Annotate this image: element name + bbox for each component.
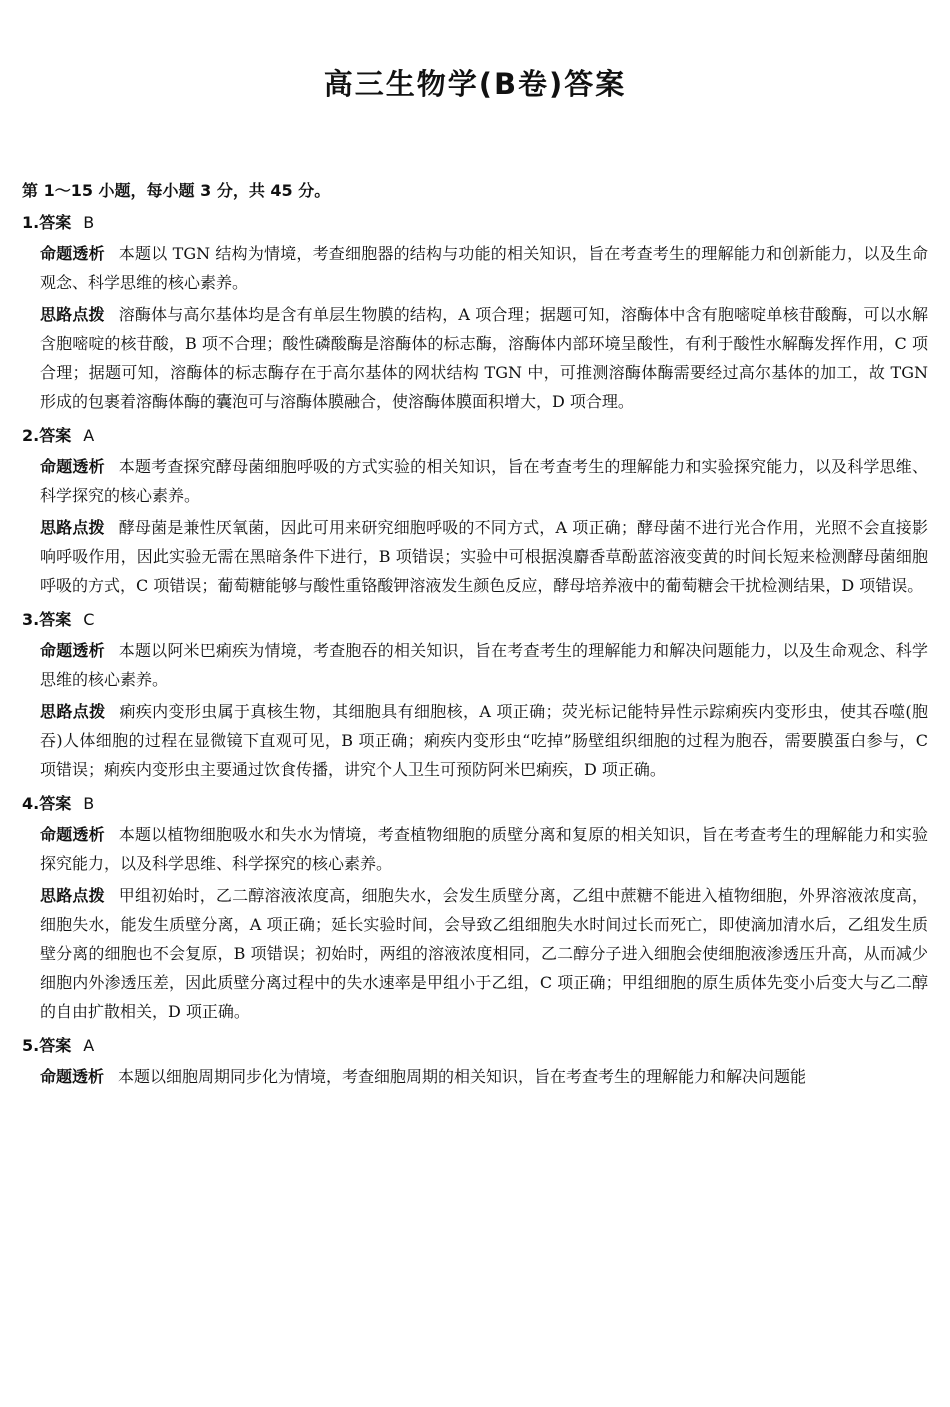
hint-text: 痢疾内变形虫属于真核生物，其细胞具有细胞核，A 项正确；荧光标记能特异性示踪痢疾内变形虫，使其吞噬(胞吞)人体细胞的过程在显微镜下直观可见，B 项正确；痢疾内变形虫“吃掉”肠壁组织细胞的过程为胞吞，需要膜蛋白参与，C 项错误；痢疾内变形虫主要通过饮食传播，讲究个人卫生可预防阿米巴痢疾，D 项正确。: [40, 702, 928, 779]
answer-value: B: [83, 794, 95, 813]
answer-label: 答案: [39, 794, 72, 813]
purpose-text: 本题以细胞周期同步化为情境，考查细胞周期的相关知识，旨在考查考生的理解能力和解决问题能: [118, 1067, 807, 1086]
question-number: 1.: [22, 213, 40, 232]
answer-label: 答案: [39, 610, 72, 629]
purpose-text: 本题以阿米巴痢疾为情境，考查胞吞的相关知识，旨在考查考生的理解能力和解决问题能力，以及生命观念、科学思维的核心素养。: [40, 641, 928, 689]
purpose-label: 命题透析: [40, 641, 105, 660]
hint-paragraph: [40, 881, 928, 1026]
page-title: 高三生物学(B卷)答案: [323, 67, 627, 101]
hint-label: 思路点拨: [40, 518, 105, 537]
question-5: [22, 1032, 928, 1091]
purpose-text: 本题以 TGN 结构为情境，考查细胞器的结构与功能的相关知识，旨在考查考生的理解能力和创新能力，以及生命观念、科学思维的核心素养。: [40, 244, 928, 292]
purpose-text: 本题考查探究酵母菌细胞呼吸的方式实验的相关知识，旨在考查考生的理解能力和实验探究能力，以及科学思维、科学探究的核心素养。: [40, 457, 928, 505]
purpose-label: 命题透析: [40, 244, 105, 263]
question-1: [22, 209, 928, 416]
question-number: 2.: [22, 426, 40, 445]
question-2: [22, 422, 928, 600]
question-number: 3.: [22, 610, 40, 629]
hint-text: 酵母菌是兼性厌氧菌，因此可用来研究细胞呼吸的不同方式，A 项正确；酵母菌不进行光合作用，光照不会直接影响呼吸作用，因此实验无需在黑暗条件下进行，B 项错误；实验中可根据溴麝香草酚蓝溶液变黄的时间长短来检测酵母菌细胞呼吸的方式，C 项错误；葡萄糖能够与酸性重铬酸钾溶液发生颜色反应，酵母培养液中的葡萄糖会干扰检测结果，D 项错误。: [40, 518, 928, 595]
hint-paragraph: [40, 513, 928, 600]
purpose-text: 本题以植物细胞吸水和失水为情境，考查植物细胞的质壁分离和复原的相关知识，旨在考查考生的理解能力和实验探究能力，以及科学思维、科学探究的核心素养。: [40, 825, 928, 873]
answer-label: 答案: [39, 213, 72, 232]
hint-text: 溶酶体与高尔基体均是含有单层生物膜的结构，A 项合理；据题可知，溶酶体中含有胞嘧啶单核苷酸酶，可以水解含胞嘧啶的核苷酸，B 项不合理；酸性磷酸酶是溶酶体的标志酶，溶酶体内部环境呈酸性，有利于酸性水解酶发挥作用，C 项合理；据题可知，溶酶体的标志酶存在于高尔基体的网状结构 TGN 中，可推测溶酶体酶需要经过高尔基体的加工，故 TGN 形成的包裹着溶酶体酶的囊泡可与溶酶体膜融合，使溶酶体膜面积增大，D 项合理。: [40, 305, 928, 411]
answer-line: [22, 790, 928, 817]
section-intro: 第 1～15 小题，每小题 3 分，共 45 分。: [22, 181, 331, 200]
question-number: 4.: [22, 794, 40, 813]
answer-line: [22, 606, 928, 633]
purpose-label: 命题透析: [40, 457, 105, 476]
question-3: [22, 606, 928, 784]
answer-line: [22, 209, 928, 236]
answer-label: 答案: [39, 426, 72, 445]
answer-value: C: [83, 610, 95, 629]
purpose-paragraph: [40, 636, 928, 694]
answer-value: B: [83, 213, 95, 232]
hint-label: 思路点拨: [40, 702, 106, 721]
hint-label: 思路点拨: [40, 305, 105, 324]
answer-label: 答案: [39, 1036, 72, 1055]
answer-line: [22, 1032, 928, 1059]
purpose-paragraph: [40, 1062, 928, 1091]
purpose-paragraph: [40, 820, 928, 878]
answer-line: [22, 422, 928, 449]
question-4: [22, 790, 928, 1026]
purpose-label: 命题透析: [40, 825, 105, 844]
answer-value: A: [83, 426, 95, 445]
hint-paragraph: [40, 300, 928, 416]
question-number: 5.: [22, 1036, 40, 1055]
hint-paragraph: [40, 697, 928, 784]
purpose-paragraph: [40, 452, 928, 510]
purpose-paragraph: [40, 239, 928, 297]
answer-value: A: [83, 1036, 95, 1055]
hint-label: 思路点拨: [40, 886, 105, 905]
hint-text: 甲组初始时，乙二醇溶液浓度高，细胞失水，会发生质壁分离，乙组中蔗糖不能进入植物细胞，外界溶液浓度高，细胞失水，能发生质壁分离，A 项正确；延长实验时间，会导致乙组细胞失水时间过长而死亡，即使滴加清水后，乙组发生质壁分离的细胞也不会复原，B 项错误；初始时，两组的溶液浓度相同，乙二醇分子进入细胞会使细胞液渗透压升高，从而减少细胞内外渗透压差，因此质壁分离过程中的失水速率是甲组小于乙组，C 项正确；甲组细胞的原生质体先变小后变大与乙二醇的自由扩散相关，D 项正确。: [40, 886, 928, 1021]
purpose-label: 命题透析: [40, 1067, 105, 1086]
